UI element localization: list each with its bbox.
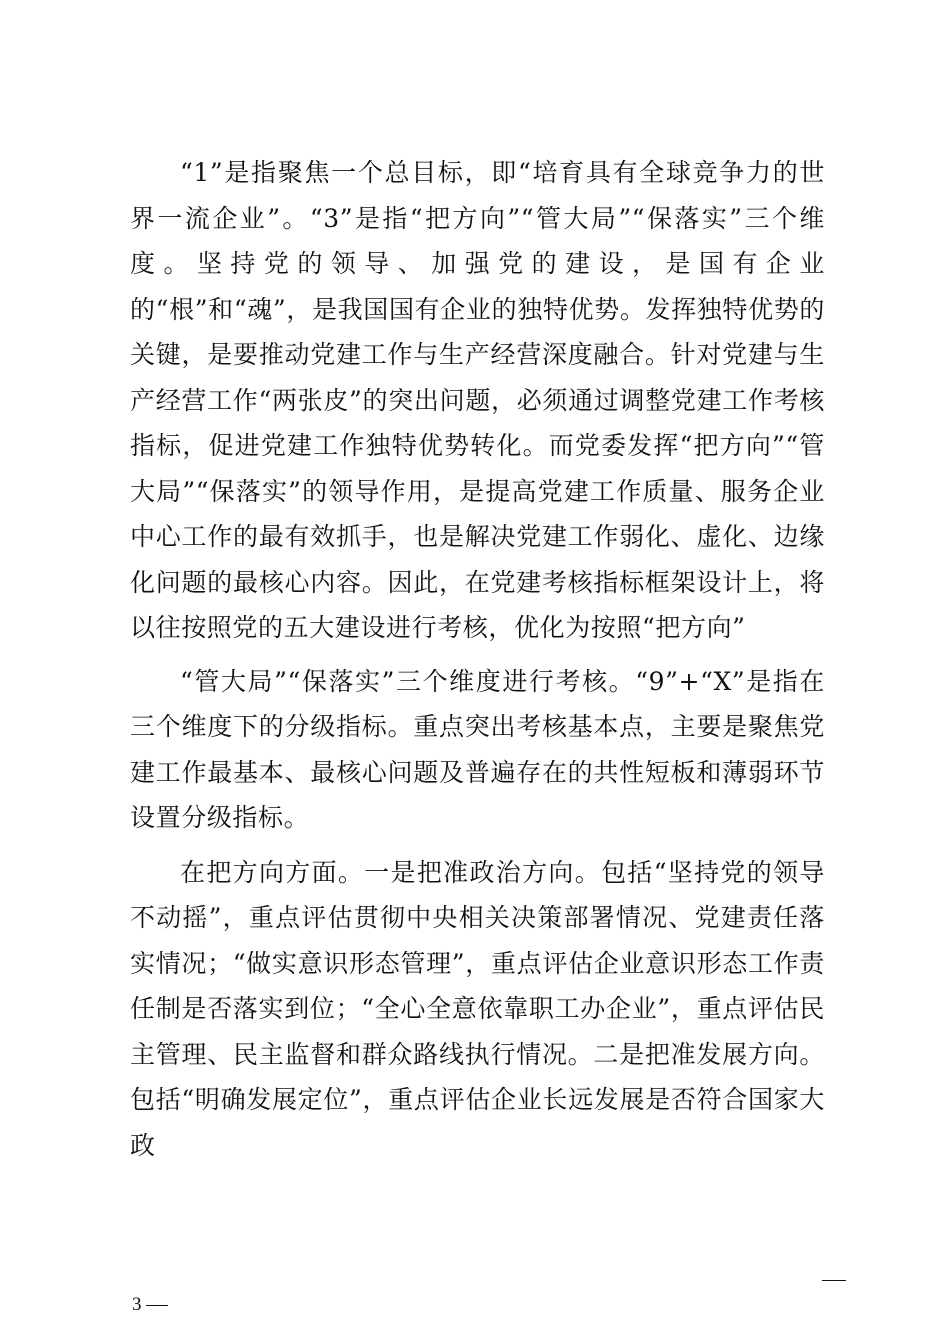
document-body — [130, 150, 825, 1168]
paragraph-3: 在把方向方面。一是把准政治方向。包括“坚持党的领导不动摇”，重点评估贯彻中央相关决策部署情况、党建责任落实情况；“做实意识形态管理”，重点评估企业意识形态工作责任制是否落实到位；“全心全意依靠职工办企业”，重点评估民主管理、民主监督和群众路线执行情况。二是把准发展方向。包括“明确发展定位”，重点评估企业长远发展是否符合国家大政 — [130, 857, 825, 1160]
footer-rule — [822, 1280, 846, 1281]
page-number-dash — [146, 1305, 168, 1306]
page-number — [132, 1294, 168, 1316]
paragraph-2: “管大局”“保落实”三个维度进行考核。“9”+“X”是指在三个维度下的分级指标。重点突出考核基本点，主要是聚焦党建工作最基本、最核心问题及普遍存在的共性短板和薄弱环节设置分级指标。 — [130, 666, 825, 832]
page-number-value: 3 — [132, 1294, 142, 1315]
paragraph-1: “1”是指聚焦一个总目标，即“培育具有全球竞争力的世界一流企业”。“3”是指“把方向”“管大局”“保落实”三个维度。坚持党的领导、加强党的建设，是国有企业的“根”和“魂”，是我国国有企业的独特优势。发挥独特优势的关键，是要推动党建工作与生产经营深度融合。针对党建与生产经营工作“两张皮”的突出问题，必须通过调整党建工作考核指标，促进党建工作独特优势转化。而党委发挥“把方向”“管大局”“保落实”的领导作用，是提高党建工作质量、服务企业中心工作的最有效抓手，也是解决党建工作弱化、虚化、边缘化问题的最核心内容。因此，在党建考核指标框架设计上，将以往按照党的五大建设进行考核，优化为按照“把方向” — [130, 158, 825, 642]
